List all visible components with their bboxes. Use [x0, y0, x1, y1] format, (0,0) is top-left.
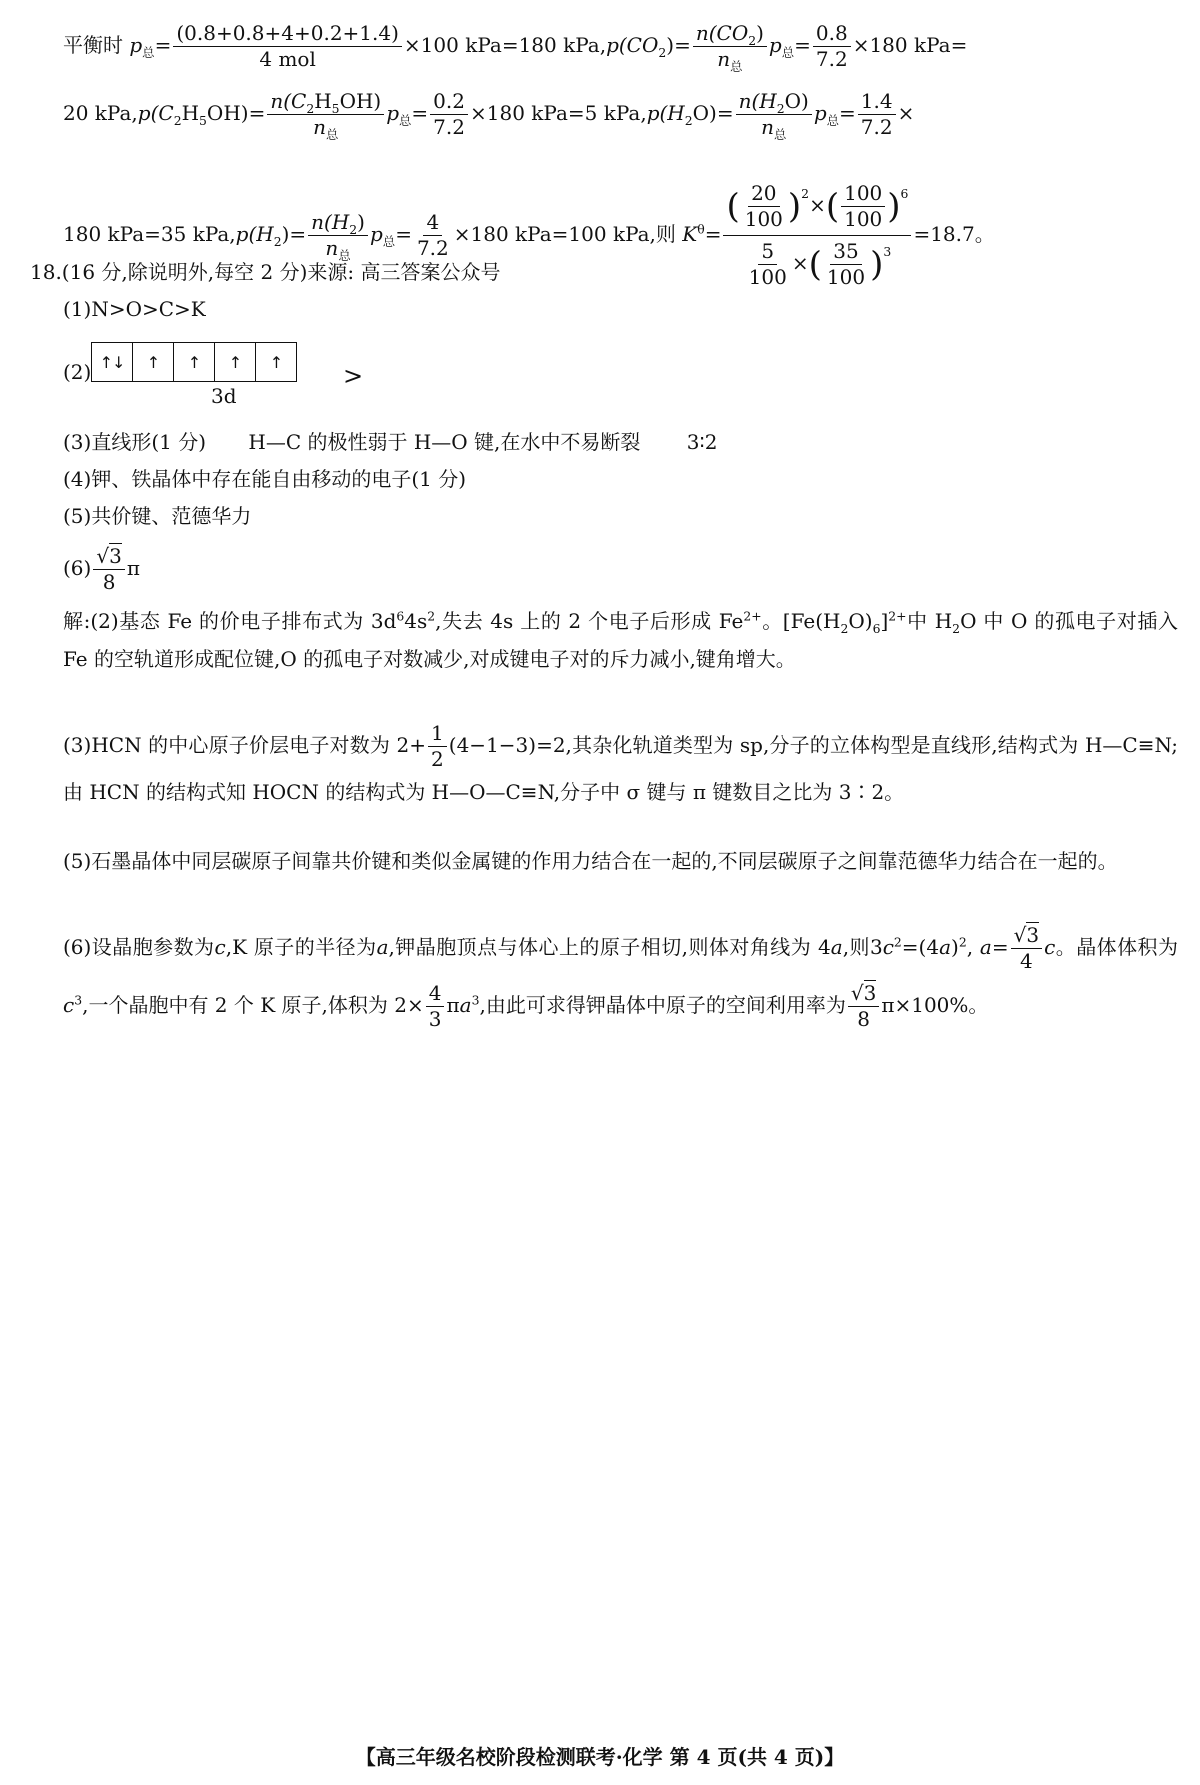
denominator: 7.2 [860, 115, 893, 139]
orbital-box: ↑ [174, 343, 215, 381]
sub: 总 [326, 127, 339, 142]
explanation-5: (5)石墨晶体中同层碳原子间靠共价键和类似金属键的作用力结合在一起的,不同层碳原子之间靠范德华力结合在一起的。 [63, 849, 1118, 873]
text: π [126, 556, 140, 580]
sup: 2 [801, 186, 810, 201]
fraction: $\frac{√3}{8}$ [93, 545, 124, 594]
text: ) [951, 935, 959, 959]
sup: 2 [427, 608, 436, 624]
text: 。晶体体积为 [1055, 935, 1179, 959]
sup: 2 [893, 934, 902, 950]
denominator: 100 [748, 265, 787, 289]
text: 中 H [906, 609, 953, 633]
denominator: 8 [857, 1007, 870, 1031]
sub: 总 [338, 248, 351, 263]
answer-4: (4)钾、铁晶体中存在能自由移动的电子(1 分) [63, 467, 467, 491]
sup: 6 [900, 186, 909, 201]
radicand: 3 [109, 544, 122, 568]
numerator: 100 [841, 182, 885, 207]
equilibrium-line-3: 180 kPa=35 $kPa,p(H_2)=$ $\frac{n(H_2)}{n_总}$ $p_总=$ $\frac{4}{7.2}$ ×180 kPa=100 kPa,则 $K^\theta=$ ( $\frac{20}{100}$ )$^2$×( $\frac{100}{100}$ )$^6$ $\frac{5}{100}$ ×( $\frac{35}{100}$ )$^3$ =18.7。 [63, 181, 995, 289]
fraction [813, 22, 851, 71]
equilibrium-line-2: 20 $kPa,p(C_2H_5OH)=$ $\frac{n(C_2H_5OH)}{n_总}$ $p_总=$ $\frac{0.2}{7.2}$ ×180 kPa=5 $kPa,p(H_2O)=$ $\frac{n(H_2O)}{n_总}$ $p_总=$ $\frac{1.4}{7.2}$ × [63, 89, 915, 142]
text: (6)设晶胞参数为 [63, 935, 215, 959]
sub: 总 [142, 45, 155, 60]
numerator: 4 [426, 982, 445, 1007]
numerator: 4 [423, 211, 442, 236]
var: c [882, 935, 894, 959]
fraction [426, 982, 445, 1031]
text: ,钾晶胞顶点与体心上的原子相切,则体对角线为 4 [388, 935, 831, 959]
var: c [1044, 935, 1056, 959]
text: (4−1−3)=2,其杂化轨道类型为 sp,分子的立体构型是直线形,结构式为 H—C≡N;由 HCN 的结构式知 HOCN 的结构式为 H—O—C≡N,分子中 σ 键与 π 键数目之比为 3∶2。 [63, 733, 1178, 804]
text: ,一个晶胞中有 2 个 K 原子,体积为 2× [82, 993, 424, 1017]
orbital-box: ↑ [133, 343, 174, 381]
denominator: 100 [744, 207, 783, 231]
sup: 2 [958, 934, 967, 950]
sup: 3 [883, 244, 892, 259]
radicand: 3 [863, 981, 877, 1005]
sub: 总 [730, 59, 743, 74]
fraction [173, 22, 402, 71]
denominator: n [717, 47, 731, 71]
denominator: 100 [844, 207, 883, 231]
var: a [939, 935, 952, 959]
var: c [63, 993, 75, 1017]
sub: 总 [826, 113, 840, 128]
text: 180 kPa=35 kPa, [63, 222, 236, 246]
var: c [214, 935, 226, 959]
page-footer: 【高三年级名校阶段检测联考·化学 第 4 页(共 4 页)】 [355, 1745, 845, 1769]
numerator: 35 [830, 240, 861, 265]
text: p(H [235, 222, 274, 246]
denominator: 7.2 [815, 47, 848, 71]
orbital-box: ↑↓ [92, 343, 133, 381]
numerator: n(C [270, 89, 307, 113]
sub: 总 [399, 113, 412, 128]
numerator: 0.8 [813, 22, 851, 47]
sup: 2+ [888, 608, 907, 624]
numerator: n(CO [695, 21, 749, 45]
text: O) [848, 609, 873, 633]
question-18-title: 18.(16 分,除说明外,每空 2 分)来源: 高三答案公众号 [30, 260, 501, 284]
sup: 3 [471, 992, 480, 1008]
sub: 2 [840, 621, 849, 636]
sup: 6 [396, 608, 405, 624]
fraction: $\frac{n(C_2H_5OH)}{n_总}$ [267, 90, 384, 139]
text: =18.7。 [913, 222, 995, 246]
denominator: 4 mol [259, 47, 316, 71]
orbital-box: ↑ [215, 343, 256, 381]
text: ,K 原子的半径为 [225, 935, 377, 959]
denominator: n [313, 115, 327, 139]
text: p(H [646, 101, 685, 125]
orbital-diagram [91, 342, 297, 382]
fraction [858, 90, 896, 139]
numerator: 1.4 [858, 90, 896, 115]
var: a [376, 935, 389, 959]
text: ×180 kPa=100 kPa,则 [453, 222, 676, 246]
sup: 2+ [743, 608, 762, 624]
var: a [979, 935, 992, 959]
answer-5: (5)共价键、范德华力 [63, 504, 252, 528]
text: × [897, 101, 915, 125]
text: π [446, 993, 460, 1017]
text: 。[Fe(H [761, 609, 841, 633]
fraction: $\frac{n(H_2)}{n_总}$ [308, 211, 368, 260]
radicand: 3 [1026, 923, 1040, 947]
equilibrium-line-1: 平衡时 $p_总=$ $\frac{(0.8+0.8+4+0.2+1.4)}{\text{4 mol}}$ ×100 kPa=180 $kPa,p(CO_2)=$ $\frac{n(CO_2)}{n_总}$ $p_总=$ $\frac{0.8}{7.2}$ ×180 kPa= [63, 21, 968, 74]
numerator: 0.2 [430, 90, 468, 115]
sub: 总 [781, 45, 795, 60]
sub: 总 [773, 127, 787, 142]
text: 3∶2 [686, 430, 718, 454]
text: 解:(2)基态 Fe 的价电子排布式为 3d [63, 609, 397, 633]
k-fraction: ( $\frac{20}{100}$ )$^2$×( $\frac{100}{100}$ )$^6$ $\frac{5}{100}$ ×( $\frac{35}{100}$ )$^3$ [723, 182, 911, 289]
denominator: 100 [826, 265, 866, 289]
denominator: n [761, 115, 774, 139]
explanation-3 [63, 722, 1178, 813]
orbital-label: 3d [211, 384, 237, 408]
denominator: 2 [431, 747, 444, 771]
text: ,失去 4s 上的 2 个电子后形成 Fe [435, 609, 744, 633]
var: a [459, 993, 472, 1017]
text: p(CO [606, 33, 659, 57]
text: 20 kPa, [63, 101, 138, 125]
numerator: (0.8+0.8+4+0.2+1.4) [173, 22, 402, 47]
comparison-sign: > [343, 362, 364, 390]
sub: 6 [872, 621, 881, 636]
explanation-2: 解:(2)基态 Fe 的价电子排布式为 $3d^64s^2$,失去 4s 上的 2 个电子后形成 $Fe^{2+}$。$[Fe(H_2O)_6]^{2+}$中 $H_2O$ 中 O 的孤电子对插入 Fe 的空轨道形成配位键,O 的孤电子对数减少,对成键电子对的斥力减小,键角增大。 [63, 608, 1178, 671]
sub: 2 [952, 621, 961, 636]
text: 4s [404, 609, 428, 633]
text: ,则3 [842, 935, 883, 959]
text: ,由此可求得钾晶体中原子的空间利用率为 [479, 993, 846, 1017]
text: (3)HCN 的中心原子价层电子对数为 2+ [63, 733, 427, 757]
text: =(4 [901, 935, 940, 959]
answer-6 [63, 545, 140, 594]
text: ×180 kPa= [852, 33, 968, 57]
text: p(C [137, 101, 174, 125]
k-symbol: K [682, 222, 698, 246]
denominator: 7.2 [433, 115, 465, 139]
answer-2-label: (2) [63, 360, 92, 384]
text: = [991, 935, 1009, 959]
numerator: 1 [428, 722, 447, 747]
numerator: n(H [311, 210, 350, 234]
denominator: n [325, 236, 339, 260]
text: ×100 kPa=180 kPa, [403, 33, 607, 57]
sup: 3 [74, 992, 83, 1008]
explanation-6: (6)设晶胞参数为c,K 原子的半径为a,钾晶胞顶点与体心上的原子相切,则体对角线为 4a,则$3c^2=(4a)^2$, a= $\frac{√3}{4}$ c。晶体体积为$c^3$,一个晶胞中有 2 个 K 原子,体积为 2× $\frac{4}{3}$ $\pi a^3$,由此可求得钾晶体中原子的空间利用率为 $\frac{√3}{8}$ π×100%。 [63, 923, 1179, 1031]
answer-1: (1)N>O>C>K [63, 297, 206, 321]
numerator: n(H [738, 89, 777, 113]
denominator: 7.2 [416, 236, 449, 260]
text: ×100%。 [894, 993, 989, 1017]
answer-3 [63, 428, 717, 456]
fraction [428, 722, 447, 771]
sub: 总 [382, 234, 396, 249]
fraction: $\frac{√3}{4}$ [1011, 924, 1042, 973]
denominator: 3 [428, 1007, 442, 1031]
var: a [830, 935, 843, 959]
denominator: 4 [1019, 949, 1033, 973]
fraction: $\frac{n(CO_2)}{n_总}$ [693, 22, 767, 71]
fraction: $\frac{n(H_2O)}{n_总}$ [736, 90, 812, 139]
numerator: 20 [748, 182, 779, 207]
sup: θ [697, 221, 705, 237]
denominator: 8 [102, 570, 116, 594]
text: (6) [63, 556, 92, 580]
text: ×180 kPa=5 kPa, [469, 101, 647, 125]
orbital-box: ↑ [269, 352, 283, 372]
text: (3)直线形(1 分) [63, 430, 207, 454]
numerator: 5 [758, 240, 777, 265]
text: H—C 的极性弱于 H—O 键,在水中不易断裂 [248, 430, 641, 454]
text: π [881, 993, 895, 1017]
text: O 中 O 的孤电子对插入 Fe 的空轨道形成配位键,O 的孤电子对数减少,对成键电子对的斥力减小,键角增大。 [63, 609, 1178, 671]
text: 平衡时 [63, 33, 123, 57]
fraction: $\frac{√3}{8}$ [848, 982, 879, 1031]
fraction [430, 90, 468, 139]
fraction [414, 211, 452, 260]
